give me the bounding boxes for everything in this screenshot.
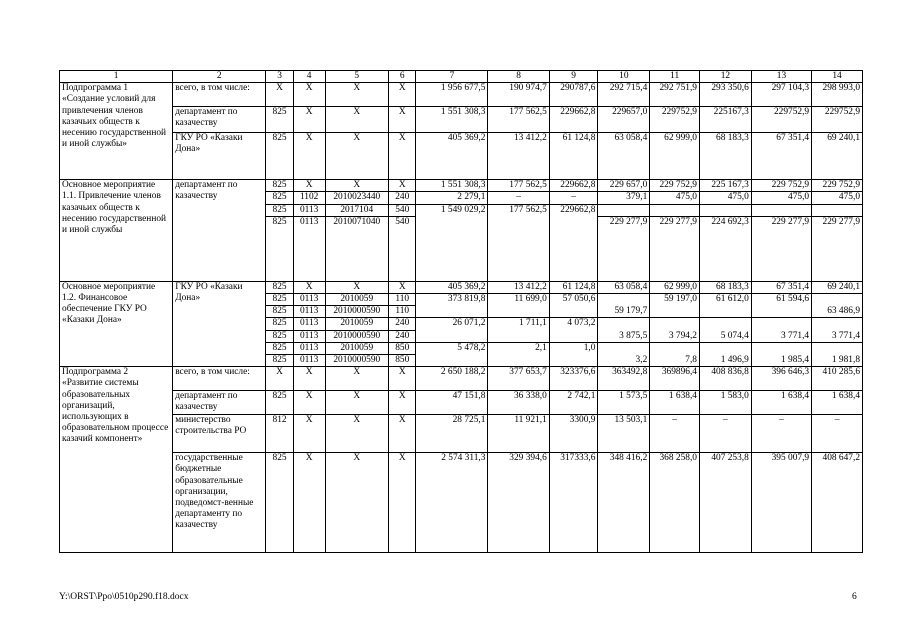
table-row	[60, 391, 863, 415]
table-cell: 0113	[293, 318, 325, 330]
col-header: 2	[173, 71, 266, 83]
table-row	[60, 415, 863, 453]
table-cell: 229 657,0	[598, 180, 650, 192]
table-cell: X	[325, 133, 388, 180]
table-cell: X	[325, 453, 388, 553]
table-cell: 1,0	[549, 342, 598, 366]
table-cell: –	[549, 192, 598, 204]
table-cell: 63 486,9	[812, 294, 863, 318]
table-cell: 2010023440	[325, 192, 388, 204]
table-cell: 825	[266, 204, 294, 216]
table-cell: 229 752,9	[812, 180, 863, 192]
table-cell: 1 551 308,3	[416, 107, 488, 133]
table-cell: 177 562,5	[488, 204, 549, 281]
table-row	[60, 367, 863, 391]
col-header: 12	[699, 71, 751, 83]
table-cell	[598, 204, 650, 216]
table-cell: –	[812, 415, 863, 453]
col-header: 4	[293, 71, 325, 83]
table-cell: 812	[266, 415, 294, 453]
table-cell: 2017104	[325, 204, 388, 216]
executor-cell: всего, в том числе:	[173, 367, 266, 391]
table-cell: 377 653,7	[488, 367, 549, 391]
table-cell: 229752,9	[650, 107, 700, 133]
table-cell: 68 183,3	[699, 281, 751, 293]
table-cell: 11 921,1	[488, 415, 549, 453]
col-header: 14	[812, 71, 863, 83]
table-cell: 405 369,2	[416, 133, 488, 180]
table-cell: 3 794,2	[650, 318, 700, 342]
table-cell: X	[325, 107, 388, 133]
table-cell: 2 279,1	[416, 192, 488, 204]
executor-cell: департамент по казачеству	[173, 391, 266, 415]
table-cell: 26 071,2	[416, 318, 488, 342]
table-cell: 229657,0	[598, 107, 650, 133]
table-cell: 229 277,9	[650, 216, 700, 281]
subprogram-2-name: Подпрограмма 2 «Развитие системы образовательных организаций, использующих в образовательном процессе казачий компонент»	[60, 367, 173, 553]
table-cell: 229 277,9	[598, 216, 650, 281]
table-row	[60, 83, 863, 107]
table-cell: 2,1	[488, 342, 549, 366]
table-cell: 825	[266, 330, 294, 342]
table-cell: 1 583,0	[699, 391, 751, 415]
table-cell: 59 197,0	[650, 294, 700, 318]
table-cell: 323376,6	[549, 367, 598, 391]
table-cell: 7,8	[650, 342, 700, 366]
table-cell: 2 574 311,3	[416, 453, 488, 553]
table-cell: 61 124,8	[549, 281, 598, 293]
table-cell: 4 073,2	[549, 318, 598, 342]
executor-cell: департамент по казачеству	[173, 107, 266, 133]
table-cell: 229 277,9	[812, 216, 863, 281]
table-cell: 229 752,9	[650, 180, 700, 192]
table-cell: 379,1	[598, 192, 650, 204]
table-cell: 825	[266, 453, 294, 553]
header-row	[60, 71, 863, 83]
table-cell: 825	[266, 133, 294, 180]
executor-cell: всего, в том числе:	[173, 83, 266, 107]
table-cell: 1 551 308,3	[416, 180, 488, 192]
table-cell: 298 993,0	[812, 83, 863, 107]
table-cell: 373 819,8	[416, 294, 488, 318]
table-cell: 1 638,4	[751, 391, 811, 415]
table-cell: 13 412,2	[488, 281, 549, 293]
table-cell: X	[293, 367, 325, 391]
footer-file-path: Y:\ORST\Ppo\0510p290.f18.docx	[59, 592, 189, 602]
table-cell: 229752,9	[812, 107, 863, 133]
table-cell: 825	[266, 342, 294, 354]
table-cell: 0113	[293, 330, 325, 342]
table-cell: 0113	[293, 342, 325, 354]
table-cell: 475,0	[699, 192, 751, 204]
table-cell: 1 985,4	[751, 342, 811, 366]
table-cell: 61 612,0	[699, 294, 751, 318]
col-header: 5	[325, 71, 388, 83]
table-cell: 67 351,4	[751, 133, 811, 180]
executor-cell: министерство строительства РО	[173, 415, 266, 453]
table-cell: X	[293, 107, 325, 133]
table-cell: 13 412,2	[488, 133, 549, 180]
table-cell: X	[325, 83, 388, 107]
table-cell: 540	[388, 204, 416, 216]
table-cell: 2010000590	[325, 306, 388, 318]
table-cell: 63 058,4	[598, 281, 650, 293]
subprogram-1-name: Подпрограмма 1 «Создание условий для привлечения членов казачьих обществ к несению государственной и иной службы»	[60, 83, 173, 180]
table-cell: 69 240,1	[812, 133, 863, 180]
table-cell: 62 999,0	[650, 133, 700, 180]
table-cell: 825	[266, 318, 294, 330]
table-cell: 410 285,6	[812, 367, 863, 391]
table-cell	[650, 204, 700, 216]
table-cell: 240	[388, 192, 416, 204]
activity-1-2-name: Основное мероприятие 1.2. Финансовое обеспечение ГКУ РО «Казаки Дона»	[60, 281, 173, 366]
table-cell: 475,0	[650, 192, 700, 204]
table-cell: 62 999,0	[650, 281, 700, 293]
table-cell: 229752,9	[751, 107, 811, 133]
table-cell: 408 836,8	[699, 367, 751, 391]
executor-cell: департамент по казачеству	[173, 180, 266, 282]
table-cell: X	[266, 83, 294, 107]
table-cell: X	[388, 415, 416, 453]
col-header: 1	[60, 71, 173, 83]
table-cell: 3 771,4	[812, 318, 863, 342]
col-header: 6	[388, 71, 416, 83]
table-cell: 110	[388, 306, 416, 318]
table-cell: 0113	[293, 294, 325, 306]
table-cell: X	[325, 415, 388, 453]
table-cell: 850	[388, 342, 416, 354]
table-cell: –	[699, 415, 751, 453]
table-row	[60, 281, 863, 293]
table-cell: 825	[266, 355, 294, 367]
table-cell: 177 562,5	[488, 107, 549, 133]
table-cell: 2 650 188,2	[416, 367, 488, 391]
col-header: 11	[650, 71, 700, 83]
table-cell: 3 875,5	[598, 318, 650, 342]
table-cell: 290787,6	[549, 83, 598, 107]
col-header: 7	[416, 71, 488, 83]
table-cell: 229 277,9	[751, 216, 811, 281]
table-cell: 396 646,3	[751, 367, 811, 391]
table-row	[60, 107, 863, 133]
table-cell: 408 647,2	[812, 453, 863, 553]
table-cell: 395 007,9	[751, 453, 811, 553]
table-cell: 61 124,8	[549, 133, 598, 180]
executor-cell: государственные бюджетные образовательные организации, подведомст-венные департаменту по казачеству	[173, 453, 266, 553]
table-cell: 1 573,5	[598, 391, 650, 415]
table-cell: 240	[388, 330, 416, 342]
table-cell: 0113	[293, 216, 325, 281]
activity-1-1-name: Основное мероприятие 1.1. Привлечение членов казачьих обществ к несению государственной и иной службы	[60, 180, 173, 282]
table-cell: X	[266, 367, 294, 391]
table-cell: 68 183,3	[699, 133, 751, 180]
table-cell: X	[388, 133, 416, 180]
table-cell: 0113	[293, 204, 325, 216]
table-row	[60, 133, 863, 180]
table-cell: 850	[388, 355, 416, 367]
table-cell: 1102	[293, 192, 325, 204]
table-cell: 475,0	[812, 192, 863, 204]
table-cell: 825	[266, 294, 294, 306]
table-cell: 825	[266, 306, 294, 318]
table-cell: X	[325, 367, 388, 391]
table-cell: 1 638,4	[812, 391, 863, 415]
table-cell: 1 638,4	[650, 391, 700, 415]
col-header: 3	[266, 71, 294, 83]
table-cell: 61 594,6	[751, 294, 811, 318]
table-cell: 225 167,3	[699, 180, 751, 192]
table-cell: 317333,6	[549, 453, 598, 553]
table-cell: 1 711,1	[488, 318, 549, 342]
table-cell: X	[293, 391, 325, 415]
table-cell: X	[388, 83, 416, 107]
col-header: 8	[488, 71, 549, 83]
table-cell: 825	[266, 192, 294, 204]
table-cell: 292 715,4	[598, 83, 650, 107]
table-cell: 5 074,4	[699, 318, 751, 342]
table-cell: –	[650, 415, 700, 453]
table-cell: 59 179,7	[598, 294, 650, 318]
table-cell: 825	[266, 180, 294, 192]
table-cell: X	[388, 453, 416, 553]
table-cell: 2010059	[325, 318, 388, 330]
table-cell: X	[388, 281, 416, 293]
table-row	[60, 453, 863, 553]
table-cell: 2 742,1	[549, 391, 598, 415]
table-cell: X	[325, 391, 388, 415]
table-cell: X	[388, 107, 416, 133]
table-row	[60, 180, 863, 192]
table-cell: 3300,9	[549, 415, 598, 453]
table-cell	[751, 204, 811, 216]
table-cell: 57 050,6	[549, 294, 598, 318]
table-cell: 1 981,8	[812, 342, 863, 366]
table-cell: 0113	[293, 355, 325, 367]
table-cell: X	[293, 281, 325, 293]
table-cell: –	[488, 192, 549, 204]
table-cell: 3 771,4	[751, 318, 811, 342]
table-cell: 67 351,4	[751, 281, 811, 293]
table-cell: 825	[266, 391, 294, 415]
table-cell: 229662,8	[549, 204, 598, 281]
table-cell: 225167,3	[699, 107, 751, 133]
table-cell: 407 253,8	[699, 453, 751, 553]
table-cell: 229662,8	[549, 180, 598, 192]
table-cell: 348 416,2	[598, 453, 650, 553]
table-cell: 0113	[293, 306, 325, 318]
table-cell: 1 549 029,2	[416, 204, 488, 281]
table-cell: 825	[266, 107, 294, 133]
table-cell: 293 350,6	[699, 83, 751, 107]
table-cell: 2010000590	[325, 355, 388, 367]
table-cell: 224 692,3	[699, 216, 751, 281]
table-cell: 363492,8	[598, 367, 650, 391]
table-cell: –	[751, 415, 811, 453]
executor-cell: ГКУ РО «Казаки Дона»	[173, 281, 266, 366]
table-cell: 5 478,2	[416, 342, 488, 366]
table-cell: 63 058,4	[598, 133, 650, 180]
table-cell: 2010000590	[325, 330, 388, 342]
table-cell: 405 369,2	[416, 281, 488, 293]
table-cell: 69 240,1	[812, 281, 863, 293]
table-cell: 2010071040	[325, 216, 388, 281]
table-cell: X	[325, 180, 388, 192]
table-cell: 475,0	[751, 192, 811, 204]
table-cell: 229 752,9	[751, 180, 811, 192]
table-cell: X	[293, 180, 325, 192]
table-cell: 825	[266, 216, 294, 281]
table-cell: 13 503,1	[598, 415, 650, 453]
table-cell	[812, 204, 863, 216]
table-cell: 369896,4	[650, 367, 700, 391]
table-cell: 229662,8	[549, 107, 598, 133]
table-cell: 47 151,8	[416, 391, 488, 415]
table-cell: 36 338,0	[488, 391, 549, 415]
table-cell: 297 104,3	[751, 83, 811, 107]
executor-cell: ГКУ РО «Казаки Дона»	[173, 133, 266, 180]
table-cell: 540	[388, 216, 416, 281]
table-cell: 190 974,7	[488, 83, 549, 107]
table-cell: 11 699,0	[488, 294, 549, 318]
table-cell: 177 562,5	[488, 180, 549, 192]
table-cell: 2010059	[325, 342, 388, 354]
table-cell: X	[325, 281, 388, 293]
table-cell: X	[388, 180, 416, 192]
table-cell	[699, 204, 751, 216]
table-cell: X	[293, 453, 325, 553]
col-header: 13	[751, 71, 811, 83]
table-cell: X	[388, 391, 416, 415]
table-cell: 329 394,6	[488, 453, 549, 553]
table-cell: X	[388, 367, 416, 391]
table-cell: X	[293, 83, 325, 107]
col-header: 9	[549, 71, 598, 83]
table-cell: 2010059	[325, 294, 388, 306]
table-cell: 240	[388, 318, 416, 330]
table-cell: 825	[266, 281, 294, 293]
budget-table	[59, 70, 863, 553]
col-header: 10	[598, 71, 650, 83]
table-cell: X	[293, 415, 325, 453]
page-number: 6	[852, 592, 857, 602]
table-cell: 110	[388, 294, 416, 306]
table-cell: 1 496,9	[699, 342, 751, 366]
table-cell: 28 725,1	[416, 415, 488, 453]
table-cell: 3,2	[598, 342, 650, 366]
table-cell: 1 956 677,5	[416, 83, 488, 107]
table-cell: 368 258,0	[650, 453, 700, 553]
table-cell: X	[293, 133, 325, 180]
table-cell: 292 751,9	[650, 83, 700, 107]
